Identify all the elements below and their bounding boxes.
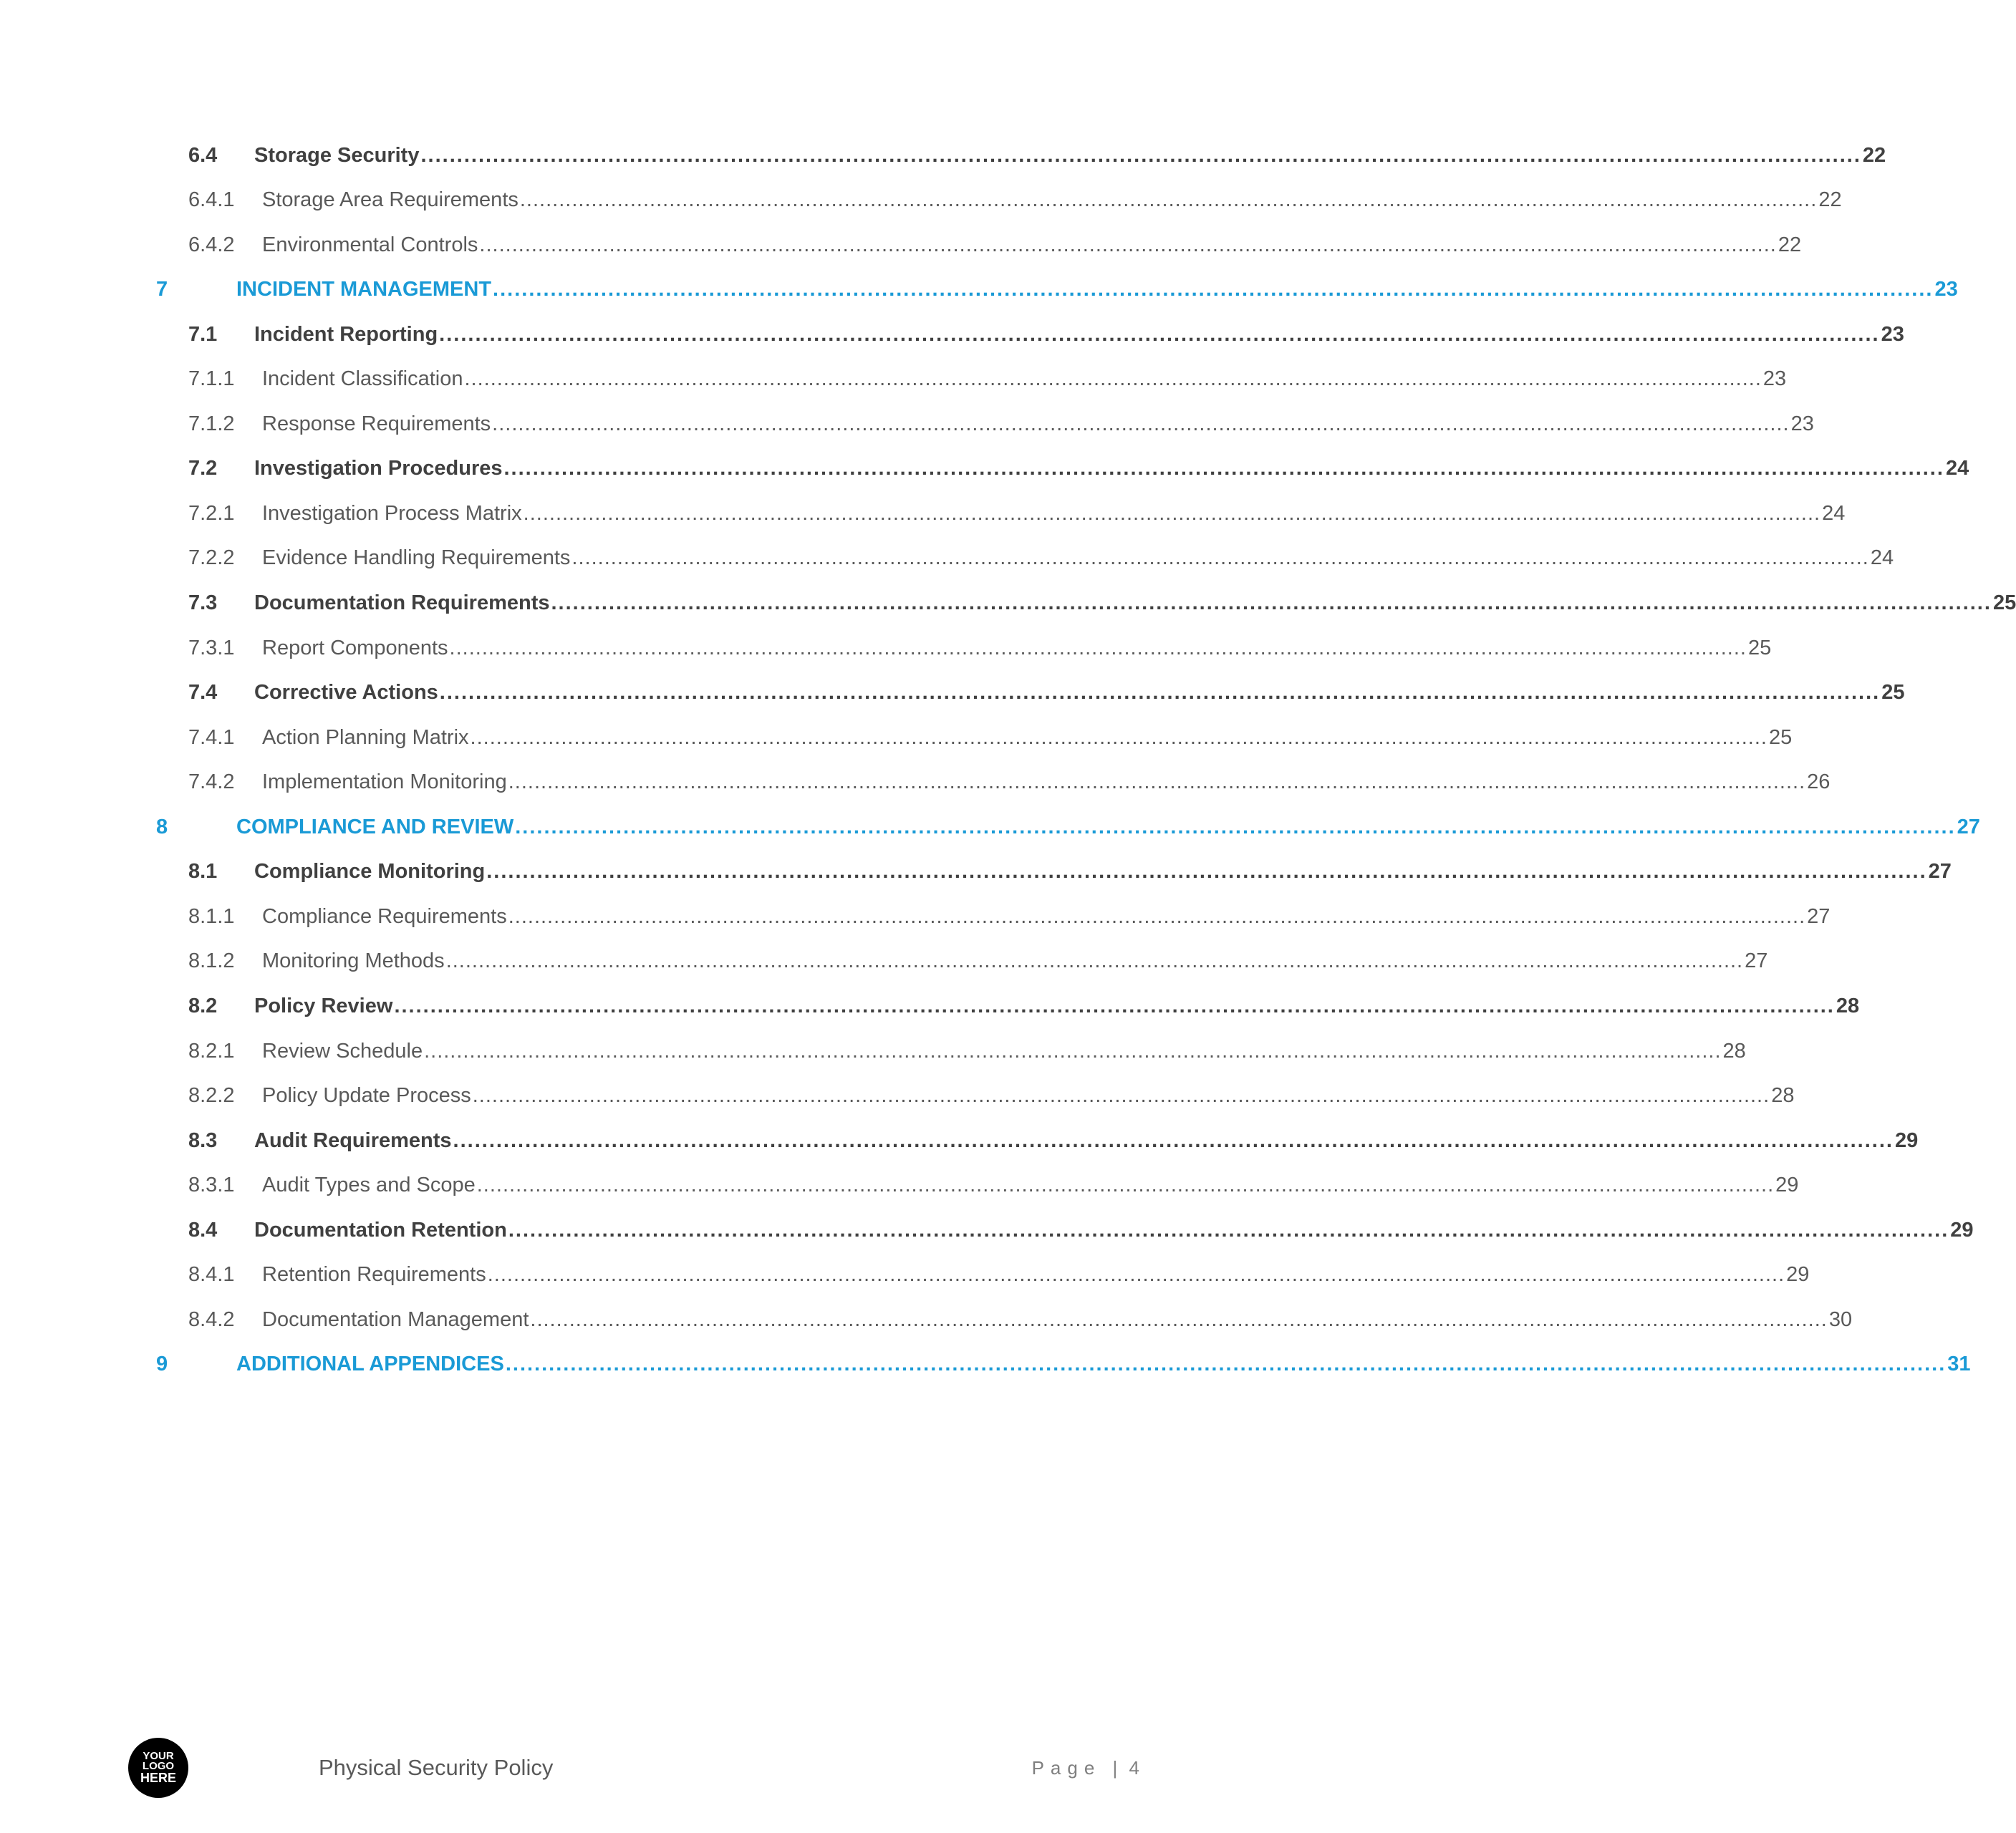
toc-entry-page[interactable]: 22: [1778, 233, 1802, 256]
toc-entry-number: 6.4: [188, 143, 218, 167]
toc-entry-title[interactable]: Policy Update Process: [262, 1084, 471, 1108]
toc-entry-line: [262, 367, 1787, 391]
toc-subsection-entry[interactable]: [0, 760, 1831, 805]
toc-entry-number: 7.4.2: [188, 770, 235, 794]
toc-subsection-entry[interactable]: [0, 491, 1846, 536]
toc-entry-line: [262, 188, 1842, 212]
toc-entry-page[interactable]: 27: [1745, 949, 1768, 973]
toc-entry-title[interactable]: Corrective Actions: [254, 681, 438, 705]
toc-entry-page[interactable]: 29: [1775, 1174, 1799, 1197]
toc-subsection-entry[interactable]: [0, 1164, 1799, 1208]
toc-entry-number: 8.1.1: [188, 904, 235, 928]
toc-entry-title[interactable]: Storage Area Requirements: [262, 188, 519, 212]
toc-entry-page[interactable]: 27: [1928, 860, 1952, 884]
toc-chapter-entry[interactable]: [0, 805, 1980, 849]
toc-entry-title[interactable]: Response Requirements: [262, 412, 491, 435]
toc-entry-number: 7.4.1: [188, 725, 235, 749]
toc-entry-number: 8.1: [188, 860, 218, 884]
toc-entry-line: [254, 1218, 1974, 1242]
toc-entry-title[interactable]: COMPLIANCE AND REVIEW: [236, 815, 514, 838]
toc-entry-line: [262, 546, 1894, 570]
toc-entry-number: 8.3.1: [188, 1174, 235, 1197]
toc-entry-page[interactable]: 23: [1934, 278, 1958, 301]
toc-entry-title[interactable]: Compliance Monitoring: [254, 860, 486, 884]
logo-placeholder: [128, 1738, 188, 1798]
toc-section-entry[interactable]: [0, 671, 1905, 715]
toc-subsection-entry[interactable]: [0, 178, 1842, 223]
page-label: Page: [1031, 1757, 1101, 1779]
toc-entry-line: [254, 860, 1952, 884]
toc-entry-page[interactable]: 26: [1807, 770, 1831, 794]
toc-entry-page[interactable]: 25: [1881, 681, 1905, 705]
toc-entry-page[interactable]: 22: [1862, 143, 1886, 167]
toc-entry-line: [262, 1084, 1795, 1108]
toc-section-entry[interactable]: [0, 133, 1886, 178]
dot-leader: ........................................................................................................................................................................................................: [394, 994, 1835, 1017]
toc-entry-number: 7.1: [188, 322, 218, 346]
toc-entry-title[interactable]: Environmental Controls: [262, 233, 478, 256]
toc-entry-number: 7.2: [188, 457, 218, 480]
toc-section-entry[interactable]: [0, 447, 1969, 491]
toc-entry-title[interactable]: Documentation Requirements: [254, 591, 550, 614]
toc-entry-line: [262, 233, 1802, 257]
toc-entry-page[interactable]: 24: [1945, 457, 1969, 480]
toc-entry-title[interactable]: Documentation Retention: [254, 1218, 507, 1242]
toc-entry-title[interactable]: Documentation Management: [262, 1307, 529, 1331]
toc-entry-page[interactable]: 22: [1818, 188, 1842, 212]
toc-entry-number: 8.2: [188, 994, 218, 1017]
toc-entry-title[interactable]: Investigation Process Matrix: [262, 501, 522, 525]
toc-subsection-entry[interactable]: [0, 715, 1793, 760]
toc-entry-number: 7.2.1: [188, 501, 235, 525]
toc-entry-line: [262, 1039, 1746, 1063]
dot-leader: ........................................................................................................................................................................................................: [523, 501, 1821, 525]
dot-leader: ........................................................................................................................................................................................................: [505, 1353, 1947, 1376]
page-number: 4: [1129, 1757, 1146, 1779]
toc-section-entry[interactable]: [0, 850, 1952, 894]
toc-entry-line: [236, 1353, 1971, 1376]
toc-section-entry[interactable]: [0, 581, 2016, 626]
toc-entry-title[interactable]: Evidence Handling Requirements: [262, 546, 571, 570]
toc-entry-line: [254, 322, 1904, 347]
toc-subsection-entry[interactable]: [0, 1074, 1795, 1118]
toc-section-entry[interactable]: [0, 312, 1904, 357]
dot-leader: ........................................................................................................................................................................................................: [445, 949, 1744, 973]
dot-leader: ........................................................................................................................................................................................................: [464, 367, 1762, 391]
toc-entry-number: 6.4.1: [188, 188, 235, 212]
toc-entry-page[interactable]: 27: [1807, 904, 1831, 928]
toc-section-entry[interactable]: [0, 984, 1860, 1028]
dot-leader: ........................................................................................................................................................................................................: [486, 860, 1927, 884]
toc-entry-line: [262, 1307, 1853, 1332]
toc-entry-title[interactable]: Report Components: [262, 636, 448, 659]
toc-entry-number: 7.1.2: [188, 412, 235, 435]
dot-leader: ........................................................................................................................................................................................................: [508, 1218, 1949, 1242]
page-separator: |: [1112, 1757, 1118, 1779]
toc-entry-title[interactable]: Implementation Monitoring: [262, 770, 507, 794]
toc-entry-number: 8.4: [188, 1218, 218, 1242]
dot-leader: ........................................................................................................................................................................................................: [479, 233, 1777, 256]
toc-entry-number: 7: [156, 278, 168, 301]
toc-subsection-entry[interactable]: [0, 1297, 1853, 1342]
toc-entry-page[interactable]: 27: [1957, 815, 1980, 838]
dot-leader: ........................................................................................................................................................................................................: [470, 725, 1767, 749]
toc-entry-number: 8.2.1: [188, 1039, 235, 1063]
dot-leader: ........................................................................................................................................................................................................: [508, 904, 1806, 928]
toc-entry-title[interactable]: Review Schedule: [262, 1039, 423, 1063]
logo-line: HERE: [140, 1771, 176, 1785]
dot-leader: ........................................................................................................................................................................................................: [420, 143, 1861, 167]
toc-entry-title[interactable]: Policy Review: [254, 994, 393, 1017]
toc-entry-line: [254, 681, 1905, 705]
toc-entry-page[interactable]: 29: [1786, 1263, 1810, 1287]
toc-subsection-entry[interactable]: [0, 894, 1831, 939]
toc-entry-page[interactable]: 23: [1790, 412, 1814, 435]
dot-leader: ........................................................................................................................................................................................................: [476, 1174, 1775, 1197]
toc-entry-line: [262, 636, 1772, 660]
toc-entry-line: [254, 1128, 1919, 1153]
toc-entry-number: 8: [156, 815, 168, 838]
toc-entry-page[interactable]: 23: [1881, 322, 1904, 346]
toc-entry-page[interactable]: 24: [1822, 501, 1846, 525]
dot-leader: ........................................................................................................................................................................................................: [424, 1039, 1722, 1063]
logo-line: YOUR: [143, 1750, 174, 1762]
toc-entry-line: [262, 904, 1831, 929]
dot-leader: ........................................................................................................................................................................................................: [493, 278, 1934, 301]
toc-entry-number: 8.4.2: [188, 1307, 235, 1331]
toc-entry-title[interactable]: Compliance Requirements: [262, 904, 507, 928]
footer-document-title: Physical Security Policy: [319, 1755, 554, 1780]
toc-chapter-entry[interactable]: [0, 1343, 1971, 1387]
toc-entry-number: 8.4.1: [188, 1263, 235, 1287]
toc-entry-page[interactable]: 29: [1950, 1218, 1974, 1242]
toc-entry-title[interactable]: Investigation Procedures: [254, 457, 503, 480]
toc-subsection-entry[interactable]: [0, 626, 1772, 670]
toc-subsection-entry[interactable]: [0, 402, 1814, 446]
toc-entry-line: [254, 994, 1860, 1018]
toc-entry-page[interactable]: 28: [1771, 1084, 1795, 1108]
dot-leader: ........................................................................................................................................................................................................: [472, 1084, 1770, 1108]
toc-entry-line: [254, 457, 1969, 480]
toc-entry-line: [254, 591, 2016, 615]
toc-entry-page[interactable]: 23: [1762, 367, 1787, 391]
dot-leader: ........................................................................................................................................................................................................: [530, 1307, 1828, 1331]
toc-entry-number: 8.3: [188, 1128, 218, 1152]
toc-entry-line: [262, 1263, 1810, 1287]
toc-entry-page[interactable]: 30: [1828, 1307, 1853, 1331]
toc-section-entry[interactable]: [0, 1118, 1919, 1163]
toc-entry-page[interactable]: 28: [1722, 1039, 1746, 1063]
toc-subsection-entry[interactable]: [0, 357, 1787, 402]
toc-entry-line: [236, 278, 1958, 301]
toc-entry-line: [262, 501, 1846, 526]
toc-entry-number: 8.1.2: [188, 949, 235, 973]
toc-entry-title[interactable]: Incident Reporting: [254, 322, 438, 346]
logo-line: LOGO: [142, 1760, 175, 1772]
toc-entry-page[interactable]: 31: [1947, 1353, 1971, 1376]
toc-entry-number: 7.4: [188, 681, 218, 705]
dot-leader: ........................................................................................................................................................................................................: [503, 457, 1944, 480]
dot-leader: ........................................................................................................................................................................................................: [453, 1128, 1894, 1152]
dot-leader: ........................................................................................................................................................................................................: [439, 322, 1880, 346]
toc-entry-page[interactable]: 24: [1870, 546, 1894, 570]
toc-entry-page[interactable]: 25: [1768, 725, 1793, 749]
toc-entry-title[interactable]: Action Planning Matrix: [262, 725, 469, 749]
toc-subsection-entry[interactable]: [0, 939, 1768, 984]
toc-entry-page[interactable]: 25: [1747, 636, 1772, 659]
dot-leader: ........................................................................................................................................................................................................: [487, 1263, 1785, 1287]
dot-leader: ........................................................................................................................................................................................................: [508, 770, 1806, 794]
toc-entry-title[interactable]: INCIDENT MANAGEMENT: [236, 278, 492, 301]
dot-leader: ........................................................................................................................................................................................................: [571, 546, 1869, 570]
dot-leader: ........................................................................................................................................................................................................: [519, 188, 1818, 212]
toc-entry-line: [262, 412, 1814, 436]
toc-entry-title[interactable]: Storage Security: [254, 143, 420, 167]
toc-entry-title[interactable]: Retention Requirements: [262, 1263, 486, 1287]
toc-subsection-entry[interactable]: [0, 536, 1894, 581]
toc-subsection-entry[interactable]: [0, 1253, 1810, 1297]
toc-entry-line: [262, 725, 1793, 750]
toc-entry-line: [262, 949, 1768, 973]
toc-entry-line: [262, 770, 1831, 794]
toc-subsection-entry[interactable]: [0, 1029, 1746, 1073]
toc-entry-number: 7.3.1: [188, 636, 235, 659]
toc-entry-number: 7.1.1: [188, 367, 235, 391]
dot-leader: ........................................................................................................................................................................................................: [439, 681, 1881, 705]
dot-leader: ........................................................................................................................................................................................................: [492, 412, 1790, 435]
toc-entry-title[interactable]: Audit Types and Scope: [262, 1174, 476, 1197]
toc-entry-number: 7.3: [188, 591, 218, 614]
toc-entry-number: 7.2.2: [188, 546, 235, 570]
dot-leader: ........................................................................................................................................................................................................: [515, 815, 1956, 838]
dot-leader: ........................................................................................................................................................................................................: [551, 591, 1992, 614]
toc-entry-number: 6.4.2: [188, 233, 235, 256]
toc-entry-title[interactable]: ADDITIONAL APPENDICES: [236, 1353, 504, 1376]
toc-entry-title[interactable]: Monitoring Methods: [262, 949, 445, 973]
toc-entry-title[interactable]: Incident Classification: [262, 367, 463, 391]
dot-leader: ........................................................................................................................................................................................................: [449, 636, 1747, 659]
toc-subsection-entry[interactable]: [0, 223, 1802, 267]
toc-entry-number: 8.2.2: [188, 1084, 235, 1108]
toc-entry-page[interactable]: 25: [1992, 591, 2016, 614]
toc-entry-page[interactable]: 28: [1836, 994, 1860, 1017]
toc-chapter-entry[interactable]: [0, 268, 1958, 312]
toc-entry-line: [262, 1174, 1799, 1197]
footer-page-number: [1032, 1757, 1146, 1779]
toc-entry-page[interactable]: 29: [1894, 1128, 1919, 1152]
toc-entry-line: [254, 143, 1886, 168]
toc-section-entry[interactable]: [0, 1208, 1974, 1252]
toc-entry-line: [236, 815, 1980, 839]
toc-entry-title[interactable]: Audit Requirements: [254, 1128, 452, 1152]
toc-entry-number: 9: [156, 1353, 168, 1376]
